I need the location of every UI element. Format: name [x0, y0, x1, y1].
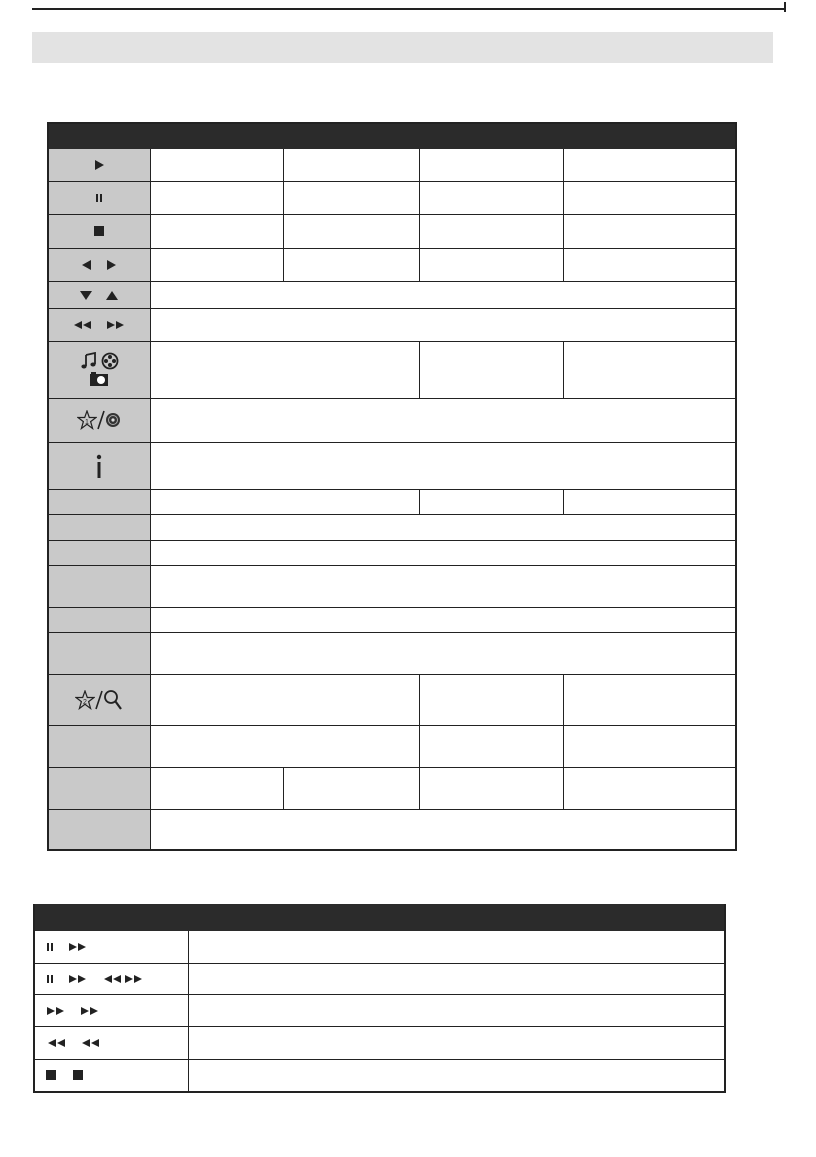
photo-icon	[89, 371, 109, 387]
table-cell	[419, 248, 563, 281]
table-cell	[419, 767, 563, 809]
music-icon	[80, 352, 98, 370]
table-row	[48, 214, 736, 248]
fast-forward-icon	[123, 973, 145, 985]
table-cell	[150, 809, 736, 850]
table-cell	[419, 489, 563, 514]
table-cell	[150, 308, 736, 341]
search-icon	[103, 689, 123, 711]
icon-cell	[48, 540, 150, 565]
icon-cell	[48, 607, 150, 632]
table-row	[48, 514, 736, 540]
icon-cell	[48, 248, 150, 281]
fast-forward-icon	[79, 1005, 101, 1017]
table-cell	[150, 565, 736, 607]
icon-cell	[48, 281, 150, 308]
table-row	[48, 725, 736, 767]
table-header-row	[48, 123, 736, 148]
fast-forward-icon	[105, 319, 127, 331]
header-cell	[563, 123, 736, 148]
header-cell	[34, 905, 725, 931]
table-cell	[283, 214, 419, 248]
table-cell	[188, 1060, 725, 1092]
play-icon	[93, 159, 105, 171]
info-icon	[94, 453, 104, 479]
icon-cell	[48, 565, 150, 607]
right-arrow-icon	[105, 259, 117, 271]
table-row	[48, 540, 736, 565]
remote-function-table	[47, 122, 737, 851]
table-cell	[150, 674, 419, 725]
icon-cell	[34, 1027, 188, 1060]
icon-cell	[48, 148, 150, 181]
icon-cell	[34, 964, 188, 995]
table-cell	[283, 767, 419, 809]
table-row	[48, 442, 736, 489]
table-row	[34, 1060, 725, 1092]
table-cell	[563, 725, 736, 767]
fast-forward-icon	[67, 973, 89, 985]
table-cell	[150, 398, 736, 442]
table-cell	[419, 725, 563, 767]
table-cell	[419, 341, 563, 398]
table-row	[48, 148, 736, 181]
icon-cell	[34, 995, 188, 1027]
table-row	[48, 398, 736, 442]
playback-speed-table	[33, 904, 726, 1093]
table-cell	[150, 514, 736, 540]
icon-cell	[48, 632, 150, 674]
svg-text:2: 2	[83, 698, 88, 706]
stop-icon	[93, 225, 105, 237]
icon-cell	[48, 809, 150, 850]
table-cell	[283, 148, 419, 181]
table-row	[34, 995, 725, 1027]
table-cell	[150, 148, 283, 181]
table-row	[34, 1027, 725, 1060]
icon-cell	[48, 489, 150, 514]
table-row	[48, 489, 736, 514]
svg-text:1: 1	[85, 419, 90, 426]
icon-cell	[48, 725, 150, 767]
table-cell	[419, 148, 563, 181]
table-cell	[150, 607, 736, 632]
icon-cell	[48, 214, 150, 248]
table-cell	[419, 181, 563, 214]
rewind-icon	[79, 1037, 101, 1049]
table-cell	[150, 281, 736, 308]
icon-cell	[48, 674, 150, 725]
table-cell	[188, 1027, 725, 1060]
table-cell	[188, 964, 725, 995]
pause-icon	[45, 974, 55, 984]
table-cell	[283, 248, 419, 281]
header-cell	[48, 123, 150, 148]
table-cell	[563, 489, 736, 514]
rewind-icon	[71, 319, 93, 331]
header-cell	[419, 123, 563, 148]
table-cell	[188, 931, 725, 964]
table-cell	[150, 442, 736, 489]
table-row	[48, 341, 736, 398]
table-row	[34, 964, 725, 995]
table-cell	[563, 214, 736, 248]
icon-cell	[48, 442, 150, 489]
film-reel-icon	[101, 352, 119, 370]
table-cell	[150, 632, 736, 674]
table-row	[48, 674, 736, 725]
favorite-2-icon	[75, 690, 95, 710]
table-cell	[150, 725, 419, 767]
table-cell	[563, 181, 736, 214]
icon-cell	[48, 308, 150, 341]
table-cell	[150, 181, 283, 214]
table-row	[48, 565, 736, 607]
stop-icon	[45, 1069, 57, 1081]
pause-icon	[45, 942, 55, 952]
icon-cell	[34, 1060, 188, 1092]
table-cell	[563, 148, 736, 181]
table-cell	[419, 214, 563, 248]
table-cell	[283, 181, 419, 214]
left-arrow-icon	[81, 259, 93, 271]
table-cell	[188, 995, 725, 1027]
icon-cell	[48, 514, 150, 540]
table-row	[48, 181, 736, 214]
table-header-row	[34, 905, 725, 931]
pause-icon	[94, 193, 104, 203]
table-row	[34, 931, 725, 964]
table-row	[48, 281, 736, 308]
table-cell	[150, 540, 736, 565]
disc-icon	[105, 412, 121, 428]
icon-cell	[48, 181, 150, 214]
table-cell	[150, 489, 419, 514]
table-cell	[419, 674, 563, 725]
favorite-1-icon	[77, 410, 97, 430]
top-rule	[32, 8, 786, 10]
slash-separator	[95, 689, 103, 711]
table-cell	[150, 248, 283, 281]
table-cell	[563, 248, 736, 281]
table-row	[48, 632, 736, 674]
table-cell	[150, 767, 283, 809]
table-cell	[563, 767, 736, 809]
header-cell	[283, 123, 419, 148]
icon-cell	[48, 341, 150, 398]
header-band	[32, 32, 773, 63]
slash-separator	[97, 409, 105, 431]
table-cell	[150, 341, 419, 398]
up-arrow-icon	[105, 289, 119, 301]
table-cell	[563, 674, 736, 725]
stop-icon	[72, 1069, 84, 1081]
table-row	[48, 607, 736, 632]
fast-forward-icon	[45, 1005, 67, 1017]
table-cell	[563, 341, 736, 398]
table-cell	[150, 214, 283, 248]
icon-cell	[48, 398, 150, 442]
table-row	[48, 248, 736, 281]
top-rule-tick	[784, 2, 786, 12]
table-row	[48, 767, 736, 809]
fast-forward-icon	[67, 941, 89, 953]
rewind-icon	[45, 1037, 67, 1049]
rewind-icon	[101, 973, 123, 985]
header-cell	[150, 123, 283, 148]
icon-cell	[48, 767, 150, 809]
down-arrow-icon	[79, 289, 93, 301]
table-row	[48, 308, 736, 341]
table-row	[48, 809, 736, 850]
icon-cell	[34, 931, 188, 964]
